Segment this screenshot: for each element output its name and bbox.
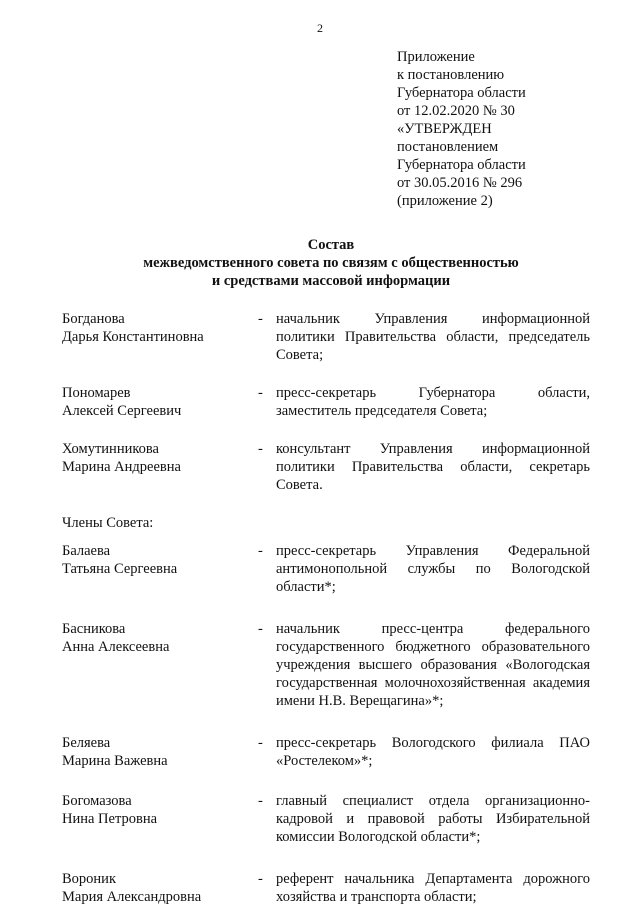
dash-separator: - — [258, 385, 263, 401]
member-person — [62, 620, 258, 710]
member-role: пресс-секретарь Вологодского филиала ПАО «Ростелеком»*; — [276, 735, 590, 769]
title-line: межведомственного совета по связям с общественностью — [143, 255, 519, 271]
appendix-line: от 30.05.2016 № 296 — [397, 175, 523, 191]
appendix-line: Губернатора области — [397, 85, 526, 101]
member-surname: Вороник — [62, 871, 116, 887]
member-surname: Балаева — [62, 543, 111, 559]
dash-separator: - — [258, 735, 263, 751]
member-entry — [62, 620, 590, 710]
dash-separator: - — [258, 543, 263, 559]
member-name: Дарья Константиновна — [62, 329, 204, 345]
document-title — [0, 236, 640, 290]
member-name: Анна Алексеевна — [62, 639, 170, 655]
appendix-line: постановлением — [397, 139, 499, 155]
dash-separator: - — [258, 441, 263, 457]
council-composition — [62, 310, 590, 906]
member-surname: Беляева — [62, 735, 111, 751]
member-role: пресс-секретарь Губернатора области, заместитель председателя Совета; — [276, 385, 590, 419]
member-name: Татьяна Сергеевна — [62, 561, 178, 577]
appendix-line: к постановлению — [397, 67, 505, 83]
page-number: 2 — [317, 21, 323, 35]
member-entry — [62, 792, 590, 846]
member-surname: Пономарев — [62, 385, 131, 401]
dash-separator: - — [258, 871, 263, 887]
title-line: Состав — [307, 237, 355, 253]
member-person — [62, 792, 258, 846]
title-line: и средствами массовой информации — [211, 273, 451, 289]
member-surname: Богданова — [62, 311, 125, 327]
member-name: Алексей Сергеевич — [62, 403, 182, 419]
dash-separator: - — [258, 621, 263, 637]
member-surname: Хомутинникова — [62, 441, 159, 457]
appendix-note — [397, 48, 526, 210]
member-entry — [62, 542, 590, 596]
appendix-line: Приложение — [397, 49, 475, 65]
member-name: Мария Александровна — [62, 889, 202, 905]
member-role: начальник пресс-центра федерального государственного бюджетного образовательного учреждения высшего образования «Вологодская государственная молочнохозяйственная академия имени Н.В. Верещагина»*; — [276, 621, 590, 709]
member-person — [62, 310, 258, 364]
dash-separator: - — [258, 793, 263, 809]
member-surname: Богомазова — [62, 793, 132, 809]
appendix-line: Губернатора области — [397, 157, 526, 173]
dash-separator: - — [258, 311, 263, 327]
member-role: референт начальника Департамента дорожного хозяйства и транспорта области; — [276, 871, 590, 905]
appendix-line: (приложение 2) — [397, 193, 493, 209]
member-name: Марина Важевна — [62, 753, 168, 769]
member-entry — [62, 734, 590, 770]
member-person — [62, 542, 258, 596]
appendix-line: от 12.02.2020 № 30 — [397, 103, 515, 119]
member-name: Нина Петровна — [62, 811, 158, 827]
member-role: консультант Управления информационной политики Правительства области, секретарь Совета. — [276, 441, 590, 493]
member-person — [62, 384, 258, 420]
member-role: главный специалист отдела организационно-кадровой и правовой работы Избирательной комиссии Вологодской области*; — [276, 793, 590, 845]
appendix-line: «УТВЕРЖДЕН — [397, 121, 492, 137]
member-name: Марина Андреевна — [62, 459, 181, 475]
member-person — [62, 734, 258, 770]
member-entry — [62, 870, 590, 906]
member-person — [62, 440, 258, 494]
member-person — [62, 870, 258, 906]
member-role: пресс-секретарь Управления Федеральной антимонопольной службы по Вологодской области*; — [276, 543, 590, 595]
member-entry — [62, 440, 590, 494]
member-entry — [62, 310, 590, 364]
member-surname: Басникова — [62, 621, 126, 637]
member-entry — [62, 384, 590, 420]
members-label: Члены Совета: — [62, 515, 154, 531]
member-role: начальник Управления информационной политики Правительства области, председатель Совета; — [276, 311, 590, 363]
